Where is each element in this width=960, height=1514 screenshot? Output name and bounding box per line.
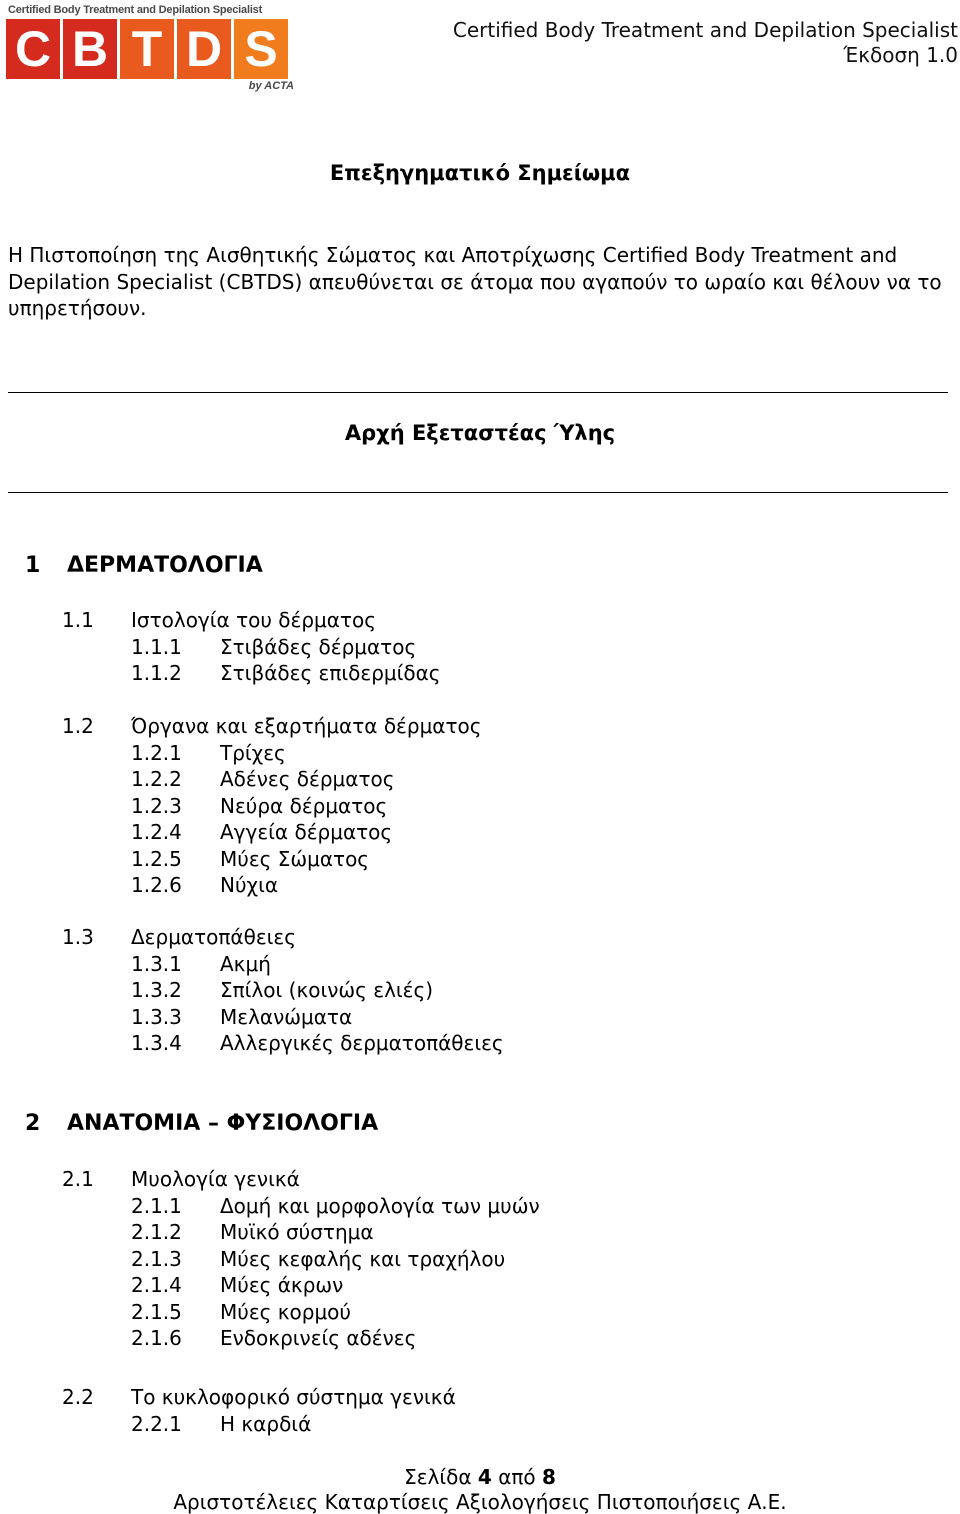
subsection-title: Μυϊκό σύστημα: [220, 1220, 374, 1244]
section-title: Αρχή Εξεταστέας Ύλης: [344, 421, 616, 445]
logo-letters: [6, 19, 288, 79]
subsection-title: Τρίχες: [220, 740, 286, 765]
subsection-item: [131, 978, 433, 1002]
subsection-title: Μύες άκρων: [220, 1273, 344, 1297]
divider-top: [8, 392, 948, 393]
chapter-number: 2: [25, 1111, 41, 1136]
subsection-number: 1.1.1: [131, 634, 182, 659]
subsection-number: 1.2.6: [131, 873, 182, 897]
subsection-number: 1.2.5: [131, 846, 182, 871]
subsection-title: Αγγεία δέρματος: [220, 820, 393, 844]
chapter-heading: [25, 1111, 378, 1136]
subsection-item: [131, 1300, 351, 1324]
chapter-title: ΑΝΑΤΟΜΙΑ – ΦΥΣΙΟΛΟΓΙΑ: [67, 1111, 379, 1136]
chapter-title: ΔΕΡΜΑΤΟΛΟΓΙΑ: [67, 553, 263, 578]
subsection-title: Ενδοκρινείς αδένες: [220, 1326, 417, 1350]
subsection-number: 2.1.4: [131, 1273, 182, 1297]
subsection-item: [131, 873, 278, 897]
subsection-number: 1.2.4: [131, 820, 182, 844]
section-title: Δερματοπάθειες: [131, 925, 296, 949]
page-title: Επεξηγηματικό Σημείωμα: [329, 161, 631, 185]
subsection-title: Μύες κορμού: [220, 1299, 351, 1324]
subsection-title: Μελανώματα: [220, 1004, 353, 1029]
page-number: [0, 1465, 960, 1489]
section-number: 1.1: [62, 608, 94, 632]
subsection-number: 2.1.2: [131, 1220, 182, 1244]
subsection-item: [131, 767, 394, 791]
section-number: 2.1: [62, 1167, 94, 1191]
subsection-title: Μύες Σώματος: [220, 846, 370, 871]
subsection-item: [131, 661, 441, 685]
cbtds-logo: [6, 4, 294, 92]
logo-letter-tile: T: [120, 19, 174, 79]
subsection-item: [131, 741, 286, 765]
subsection-number: 2.1.1: [131, 1193, 182, 1218]
subsection-title: Μύες κεφαλής και τραχήλου: [220, 1246, 506, 1271]
section-item: [62, 1167, 300, 1191]
page-prefix: Σελίδα: [404, 1465, 472, 1489]
header-version: Έκδοση 1.0: [843, 43, 958, 67]
subsection-item: [131, 794, 387, 818]
chapter-heading: [25, 553, 263, 578]
logo-letter-tile: C: [6, 19, 60, 79]
subsection-number: 1.3.1: [131, 951, 182, 976]
section-number: 1.2: [62, 714, 94, 738]
document-header: [453, 18, 958, 68]
logo-letter-tile: S: [234, 19, 288, 79]
subsection-item: [131, 1273, 343, 1297]
subsection-item: [131, 1247, 505, 1271]
subsection-title: Στιβάδες δέρματος: [220, 634, 417, 659]
section-title: Μυολογία γενικά: [131, 1167, 300, 1191]
divider-bottom: [8, 492, 948, 493]
subsection-item: [131, 635, 416, 659]
section-title: Όργανα και εξαρτήματα δέρματος: [131, 714, 482, 738]
section-number: 2.2: [62, 1385, 94, 1409]
chapter-number: 1: [25, 553, 41, 578]
section-item: [62, 608, 376, 632]
subsection-item: [131, 847, 369, 871]
subsection-item: [131, 1412, 311, 1436]
subsection-item: [131, 1031, 504, 1055]
subsection-number: 1.2.2: [131, 767, 182, 791]
section-item: [62, 1385, 456, 1409]
subsection-number: 2.1.3: [131, 1246, 182, 1271]
logo-letter-tile: D: [177, 19, 231, 79]
page-total: 8: [542, 1465, 556, 1489]
subsection-item: [131, 1326, 416, 1350]
intro-paragraph: Η Πιστοποίηση της Αισθητικής Σώματος και Αποτρίχωσης Certified Body Treatment and Depilation Specialist (CBTDS) απευθύνεται σε άτομα που αγαπούν το ωραίο και θέλουν να το υπηρετήσουν.: [8, 243, 942, 320]
subsection-title: Δομή και μορφολογία των μυών: [220, 1193, 540, 1218]
subsection-title: Αδένες δέρματος: [220, 767, 395, 791]
section-number: 1.3: [62, 925, 94, 949]
subsection-number: 1.1.2: [131, 661, 182, 685]
subsection-title: Νεύρα δέρματος: [220, 793, 388, 818]
logo-tagline: Certified Body Treatment and Depilation Specialist: [8, 4, 263, 16]
subsection-number: 1.2.3: [131, 793, 182, 818]
subsection-title: Αλλεργικές δερματοπάθειες: [220, 1031, 504, 1055]
subsection-number: 1.3.4: [131, 1031, 182, 1055]
page-middle: από: [498, 1465, 536, 1489]
subsection-number: 2.2.1: [131, 1411, 182, 1436]
subsection-title: Σπίλοι (κοινώς ελιές): [220, 978, 434, 1002]
subsection-item: [131, 952, 271, 976]
subsection-number: 1.3.2: [131, 978, 182, 1002]
subsection-item: [131, 1005, 352, 1029]
section-title: Το κυκλοφορικό σύστημα γενικά: [131, 1385, 456, 1409]
subsection-item: [131, 1194, 540, 1218]
subsection-title: Στιβάδες επιδερμίδας: [220, 661, 441, 685]
subsection-title: Νύχια: [220, 873, 279, 897]
subsection-number: 2.1.5: [131, 1299, 182, 1324]
subsection-title: Ακμή: [220, 951, 271, 976]
subsection-number: 1.3.3: [131, 1004, 182, 1029]
subsection-number: 1.2.1: [131, 740, 182, 765]
section-item: [62, 925, 296, 949]
subsection-item: [131, 1220, 374, 1244]
page-current: 4: [477, 1465, 492, 1489]
subsection-item: [131, 820, 392, 844]
section-item: [62, 714, 482, 738]
subsection-number: 2.1.6: [131, 1326, 182, 1350]
header-title: Certified Body Treatment and Depilation Specialist: [452, 18, 958, 42]
subsection-title: Η καρδιά: [220, 1411, 312, 1436]
section-title: Ιστολογία του δέρματος: [131, 608, 376, 632]
footer-company: Αριστοτέλειες Καταρτίσεις Αξιολογήσεις Πιστοποιήσεις Α.Ε.: [173, 1490, 787, 1514]
logo-letter-tile: B: [63, 19, 117, 79]
logo-byline: by ACTA: [248, 80, 294, 92]
